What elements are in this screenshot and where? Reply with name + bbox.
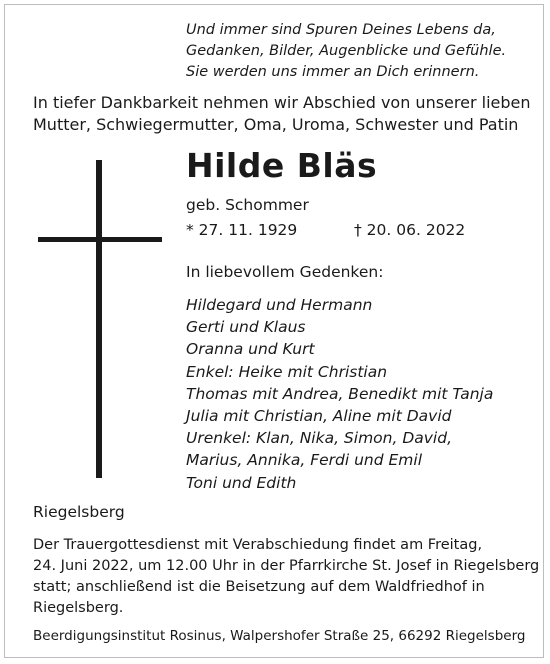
mourner-line: Thomas mit Andrea, Benedikt mit Tanja	[186, 384, 494, 403]
service-line: statt; anschließend ist die Beisetzung auf dem Waldfriedhof in	[33, 579, 485, 595]
intro-text	[33, 92, 531, 136]
service-line: 24. Juni 2022, um 12.00 Uhr in der Pfarrkirche St. Josef in Riegelsberg	[33, 558, 540, 574]
service-line: Der Trauergottesdienst mit Verabschiedung findet am Freitag,	[33, 537, 483, 553]
intro-line: Mutter, Schwiegermutter, Oma, Uroma, Schwester und Patin	[33, 115, 519, 134]
mourners-list	[186, 294, 493, 494]
mourner-line: Hildegard und Hermann	[186, 296, 373, 314]
mourner-line: Urenkel: Klan, Nika, Simon, David,	[186, 429, 453, 448]
death-date: † 20. 06. 2022	[354, 221, 466, 239]
cross-icon	[96, 160, 102, 478]
poem-verse	[186, 20, 506, 83]
mourner-line: Toni und Edith	[186, 473, 297, 492]
mourner-line: Marius, Annika, Ferdi und Emil	[186, 451, 423, 470]
cross-icon-bar	[38, 237, 162, 242]
service-info	[33, 535, 539, 619]
funeral-home: Beerdigungsinstitut Rosinus, Walpershofer Straße 25, 66292 Riegelsberg	[33, 628, 526, 644]
deceased-name: Hilde Bläs	[186, 146, 378, 185]
birth-date: * 27. 11. 1929	[186, 221, 298, 239]
poem-line: Und immer sind Spuren Deines Lebens da,	[186, 22, 496, 38]
poem-line: Gedanken, Bilder, Augenblicke und Gefühle.	[186, 43, 507, 59]
remembrance-heading: In liebevollem Gedenken:	[186, 263, 384, 281]
mourner-line: Gerti und Klaus	[186, 318, 306, 337]
maiden-name: geb. Schommer	[186, 196, 309, 214]
mourner-line: Enkel: Heike mit Christian	[186, 362, 388, 381]
poem-line: Sie werden uns immer an Dich erinnern.	[186, 64, 480, 80]
mourner-line: Oranna und Kurt	[186, 340, 315, 359]
intro-line: In tiefer Dankbarkeit nehmen wir Abschied von unserer lieben	[33, 93, 531, 112]
service-line: Riegelsberg.	[33, 600, 124, 616]
mourner-line: Julia mit Christian, Aline mit David	[186, 407, 452, 426]
city-name: Riegelsberg	[33, 503, 125, 521]
